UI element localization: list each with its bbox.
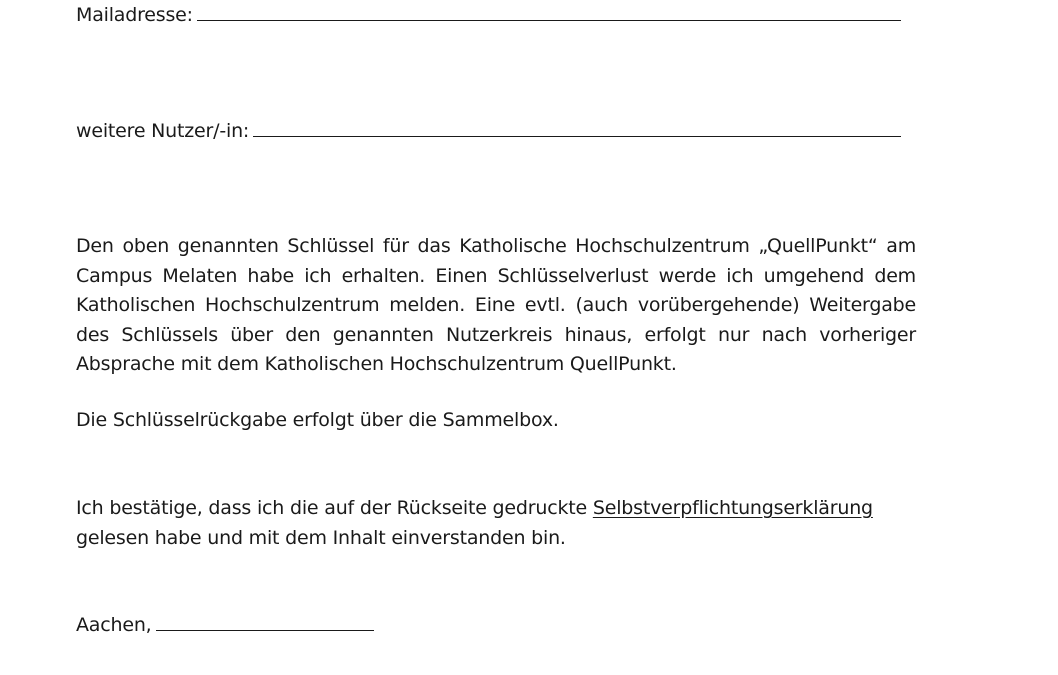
mail-fill-line[interactable] (197, 1, 901, 21)
users-field-row (76, 117, 901, 146)
confirmation-text-start: Ich bestätige, dass ich die auf der Rückseite gedruckte (76, 497, 593, 519)
self-commitment-link[interactable]: Selbstverpflichtungserklärung (592, 497, 873, 519)
mail-label: Mailadresse: (76, 4, 193, 26)
key-receipt-paragraph: Den oben genannten Schlüssel für das Katholische Hochschulzentrum „QuellPunkt“ am Campus Melaten habe ich erhalten. Einen Schlüsselverlust werde ich umgehend dem Katholischen Hochschulzentrum melden. Eine evtl. (auch vorübergehende) Weitergabe des Schlüssels über den genannten Nutzerkreis hinaus, erfolgt nur nach vorheriger Absprache mit dem Katholischen Hochschulzentrum QuellPunkt. (76, 235, 916, 375)
confirmation-paragraph (76, 494, 916, 553)
users-fill-line[interactable] (253, 117, 901, 137)
confirmation-text-end: gelesen habe und mit dem Inhalt einverstanden bin. (76, 526, 566, 549)
mail-field-row (76, 1, 901, 30)
document-page (76, 0, 916, 675)
place-date-row (76, 611, 374, 640)
key-return-paragraph: Die Schlüsselrückgabe erfolgt über die Sammelbox. (76, 409, 559, 431)
date-fill-line[interactable] (156, 611, 374, 631)
users-label: weitere Nutzer/-in: (76, 120, 250, 142)
place-label: Aachen, (76, 614, 152, 636)
